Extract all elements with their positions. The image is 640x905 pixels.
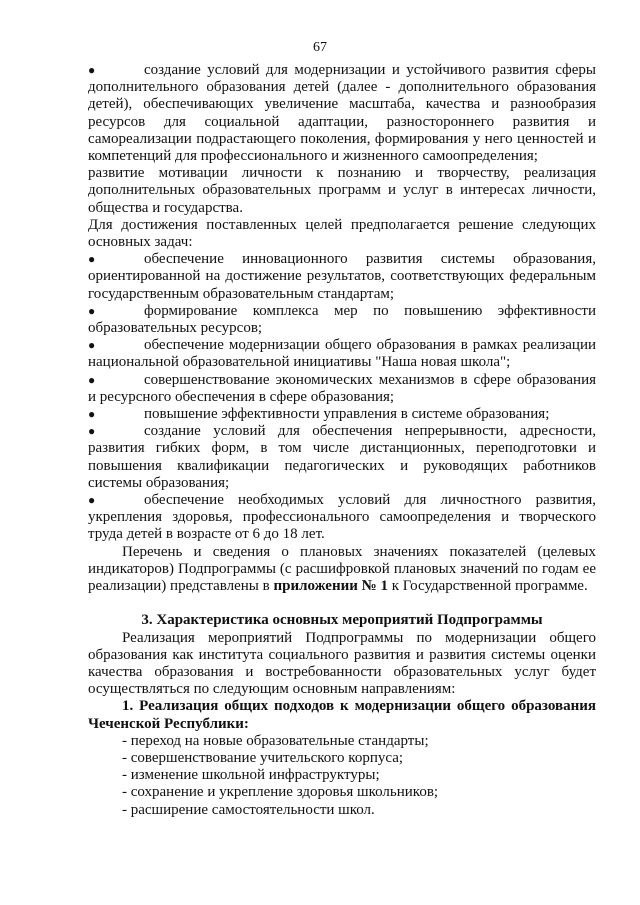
paragraph-text: к Государственной программе. [387,578,588,595]
bullet-text: обеспечение необходимых условий для личностного развития, укрепления здоровья, профессионального самоопределения и творческого труда детей в возрасте от 6 до 18 лет. [88,492,596,543]
bullet-paragraph [88,337,596,371]
bullet-paragraph [88,303,596,337]
list-item: - совершенствование учительского корпуса; [122,749,404,766]
paragraph: Для достижения поставленных целей предполагается решение следующих основных задач: [88,216,596,251]
bullet-paragraph [88,406,596,423]
bullet-text: обеспечение модернизации общего образования в рамках реализации национальной образовательной инициативы "Наша новая школа"; [88,337,596,371]
bullet-paragraph [88,62,596,165]
list-item: - сохранение и укрепление здоровья школьников; [122,784,439,801]
paragraph-text: Перечень и сведения о плановых значениях показателей (целевых индикаторов) Подпрограммы (с расшифровкой плановых значений по годам ее реализации) представлены в [88,543,596,595]
bullet-icon: ● [88,338,96,353]
page-number: 67 [313,40,327,55]
bullet-icon: ● [88,372,96,387]
bullet-icon: ● [88,63,96,77]
list-item: - изменение школьной инфраструктуры; [122,767,380,784]
bullet-icon: ● [88,424,96,439]
subsection-heading: 1. Реализация общих подходов к модернизации общего образования Чеченской Республики: [88,698,596,732]
section-heading: 3. Характеристика основных мероприятий Подпрограммы [141,612,543,629]
list-item: - переход на новые образовательные стандарты; [122,732,429,749]
bullet-text: создание условий для модернизации и устойчивого развития сферы дополнительного образования детей (далее - дополнительного образования детей), обеспечивающих увеличение масштаба, качества и разнообразия ресурсов для социальной адаптации, разностороннего развития и самореализации подрастающего поколения, формирования у него ценностей и компетенций для профессионального и жизненного самоопределения; [88,62,596,165]
bullet-text: создание условий для обеспечения непрерывности, адресности, развития гибких форм, в том числе дистанционных, переподготовки и повышения квалификации педагогических и руководящих работников системы образования; [88,423,596,491]
bullet-icon: ● [88,407,96,422]
bullet-text: формирование комплекса мер по повышению эффективности образовательных ресурсов; [88,302,596,337]
bullet-paragraph [88,251,596,303]
bullet-icon: ● [88,252,96,267]
paragraph: Реализация мероприятий Подпрограммы по модернизации общего образования как института социального развития и развития системы оценки качества образования и востребованности образовательных услуг будет осуществляться по следующим основным направлениям: [88,629,596,698]
bullet-paragraph [88,372,596,406]
paragraph-appendix-reference [88,544,596,596]
bullet-icon: ● [88,493,96,508]
list-item: - расширение самостоятельности школ. [122,801,375,818]
document-body [88,62,596,819]
paragraph: развитие мотивации личности к познанию и творчеству, реализация дополнительных образовательных программ и услуг в интересах личности, общества и государства. [88,165,596,216]
bullet-text: повышение эффективности управления в системе образования; [144,406,550,423]
bullet-paragraph [88,423,596,492]
bullet-paragraph [88,492,596,544]
appendix-reference: приложении № 1 [273,578,388,595]
bullet-text: совершенствование экономических механизмов в сфере образования и ресурсного обеспечения в сфере образования; [88,371,596,405]
bullet-icon: ● [88,303,96,318]
bullet-text: обеспечение инновационного развития системы образования, ориентированной на достижение результатов, соответствующих федеральным государственным образовательным стандартам; [88,251,596,302]
